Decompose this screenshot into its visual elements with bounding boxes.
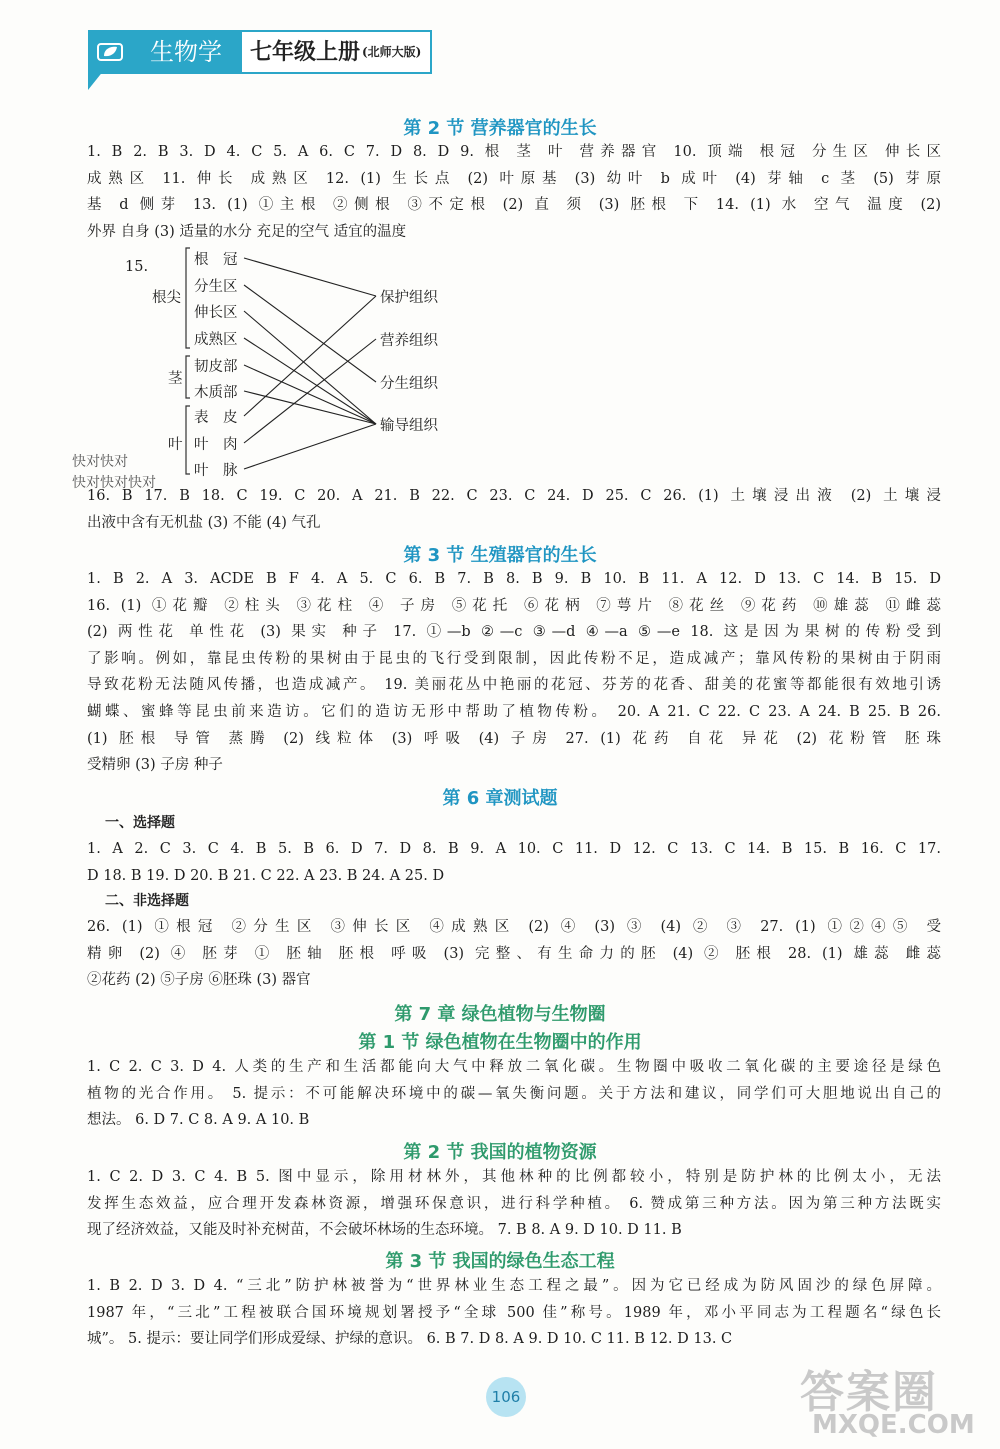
answer-line: 1. A 2. C 3. C 4. B 5. B 6. D 7. D 8. B 9. A 10. C 11. D 12. C 13. C 14. B 15. B 16. C 17. xyxy=(87,841,941,857)
left-item: 分生区 xyxy=(194,279,238,295)
answers-s6 xyxy=(87,1164,941,1244)
answer-line: (2) 两性花 单性花 (3) 果实 种子 17. ①—b ②—c ③—d ④—a ⑤—e 18. 这是因为果树的传粉受到 xyxy=(87,624,941,641)
right-item: 营养组织 xyxy=(380,333,438,349)
subsection-nonchoice: 二、非选择题 xyxy=(105,893,189,909)
answer-line: 发挥生态效益，应合理开发森林资源，增强环保意识，进行科学种植。 6. 赞成第三种方法。因为第三种方法既实 xyxy=(87,1195,941,1212)
answer-line: 植物的光合作用。 5. 提示：不可能解决环境中的碳—氧失衡问题。关于方法和建议，同学们可大胆地说出自己的 xyxy=(87,1085,941,1102)
answer-line: 成熟区 11. 伸长 成熟区 12. (1) 生长点 (2) 叶原基 (3) 幼叶 b 成叶 (4) 芽轴 c 茎 (5) 芽原 xyxy=(87,170,941,187)
watermark-stamp: 答案圈 xyxy=(800,1367,938,1418)
answers-s7 xyxy=(87,1273,941,1353)
right-item: 保护组织 xyxy=(380,290,438,306)
group-label-root-tip: 根尖 xyxy=(152,290,181,306)
answer-line: 导致花粉无法随风传播，也造成减产。 19. 美丽花丛中艳丽的花冠、芬芳的花香、甜美的花蜜等都能很有效地引诱 xyxy=(87,677,941,694)
answer-line: 出液中含有无机盐 (3) 不能 (4) 气孔 xyxy=(87,514,321,531)
answer-line: 受精卵 (3) 子房 种子 xyxy=(87,757,223,774)
left-item: 成熟区 xyxy=(194,332,238,348)
answer-line: 1987 年，“三北”工程被联合国环境规划署授予“全球 500 佳”称号。1989 年，邓小平同志为工程题名“绿色长 xyxy=(87,1304,941,1321)
answer-line: 1. C 2. C 3. D 4. 人类的生产和生活都能向大气中释放二氧化碳。生物圈中吸收二氧化碳的主要途径是绿色 xyxy=(87,1059,941,1075)
answer-line: 了影响。例如，靠昆虫传粉的果树由于昆虫的飞行受到限制，因此传粉不足，造成减产；靠风传粉的果树由于阴雨 xyxy=(87,650,941,667)
answer-line: 想法。 6. D 7. C 8. A 9. A 10. B xyxy=(87,1112,310,1129)
grade-label: 七年级上册 xyxy=(250,39,361,65)
watermark-site: MXQE.COM xyxy=(812,1410,975,1440)
answers-s1-cont xyxy=(87,483,941,536)
left-item: 根 冠 xyxy=(194,252,238,268)
left-item: 木质部 xyxy=(194,385,238,401)
left-item: 叶 肉 xyxy=(194,437,238,453)
watermark-text: 快对快对 xyxy=(72,454,128,470)
answer-line: (1) 胚根 导管 蒸腾 (2) 线粒体 (3) 呼吸 (4) 子房 27. (1) 花药 自花 异花 (2) 花粉管 胚珠 xyxy=(87,730,941,747)
answers-s2 xyxy=(87,566,941,779)
watermark-text: 快对快对快对 xyxy=(72,475,156,491)
right-item: 输导组织 xyxy=(380,418,438,434)
answer-line: 26. (1) ①根冠 ②分生区 ③伸长区 ④成熟区 (2) ④ (3) ③ (4) ② ③ 27. (1) ①②④⑤ 受 xyxy=(87,919,941,935)
section-title-s5: 第 1 节 绿色植物在生物圈中的作用 xyxy=(358,1032,642,1053)
answers-s3-choice xyxy=(87,836,941,889)
answer-line: D 18. B 19. D 20. B 21. C 22. A 23. B 24. A 25. D xyxy=(87,867,445,884)
section-title-s3: 第 6 章测试题 xyxy=(442,788,558,809)
answer-line: 外界 自身 (3) 适量的水分 充足的空气 适宜的温度 xyxy=(87,223,407,240)
left-item: 韧皮部 xyxy=(194,359,238,375)
section-title-s7: 第 3 节 我国的绿色生态工程 xyxy=(385,1251,615,1272)
left-item: 叶 脉 xyxy=(194,463,238,479)
section-title-s2: 第 3 节 生殖器官的生长 xyxy=(403,545,597,566)
answers-s5 xyxy=(87,1054,941,1134)
answer-line: 基 d 侧芽 13. (1) ①主根 ②侧根 ③不定根 (2) 直 须 (3) 胚根 下 14. (1) 水 空气 温度 (2) xyxy=(87,197,941,214)
answer-line: 1. B 2. B 3. D 4. C 5. A 6. C 7. D 8. D 9. 根 茎 叶 营养器官 10. 顶端 根冠 分生区 伸长区 xyxy=(87,144,941,160)
answer-line: 现了经济效益，又能及时补充树苗，不会破坏林场的生态环境。 7. B 8. A 9. D 10. D 11. B xyxy=(87,1222,682,1239)
q15-number: 15. xyxy=(125,259,149,275)
chapter-title: 第 7 章 绿色植物与生物圈 xyxy=(394,1004,606,1025)
section-title-s1: 第 2 节 营养器官的生长 xyxy=(403,118,597,139)
answer-line: 16. B 17. B 18. C 19. C 20. A 21. B 22. C 23. C 24. D 25. C 26. (1) 土壤浸出液 (2) 土壤浸 xyxy=(87,488,941,504)
section-title-s6: 第 2 节 我国的植物资源 xyxy=(403,1142,597,1163)
left-item: 表 皮 xyxy=(194,410,238,426)
answer-line: 1. B 2. D 3. D 4. “三北”防护林被誉为“世界林业生态工程之最”。因为它已经成为防风固沙的绿色屏障。 xyxy=(87,1278,941,1294)
answer-line: 16. (1) ①花瓣 ②柱头 ③花柱 ④ 子房 ⑤花托 ⑥花柄 ⑦萼片 ⑧花丝 ⑨花药 ⑩雄蕊 ⑪雌蕊 xyxy=(87,597,941,614)
subsection-choice: 一、选择题 xyxy=(105,815,175,831)
left-item: 伸长区 xyxy=(194,305,238,321)
answer-line: 蝴蝶、蜜蜂等昆虫前来造访。它们的造访无形中帮助了植物传粉。 20. A 21. C 22. C 23. A 24. B 25. B 26. xyxy=(87,703,941,720)
answer-line: 城”。 5. 提示：要让同学们形成爱绿、护绿的意识。 6. B 7. D 8. A 9. D 10. C 11. B 12. D 13. C xyxy=(87,1331,733,1348)
answer-line: 1. C 2. D 3. C 4. B 5. 图中显示，除用材林外，其他林种的比例都较小，特别是防护林的比例太小，无法 xyxy=(87,1169,941,1185)
answer-line: ②花药 (2) ⑤子房 ⑥胚珠 (3) 器官 xyxy=(87,972,311,989)
subject-label: 生物学 xyxy=(130,32,242,72)
group-label-leaf: 叶 xyxy=(168,437,183,453)
group-label-stem: 茎 xyxy=(168,371,183,387)
edition-label: (北师大版) xyxy=(362,45,422,59)
answer-line: 精卵 (2) ④ 胚芽 ① 胚轴 胚根 呼吸 (3) 完整、有生命力的胚 (4) ② 胚根 28. (1) 雄蕊 雌蕊 xyxy=(87,945,941,962)
answers-s3-nonchoice xyxy=(87,914,941,994)
answer-line: 1. B 2. A 3. ACDE B F 4. A 5. C 6. B 7. B 8. B 9. B 10. B 11. A 12. D 13. C 14. B 15. D xyxy=(87,571,941,587)
right-item: 分生组织 xyxy=(380,376,438,392)
page-number: 106 xyxy=(486,1377,526,1417)
